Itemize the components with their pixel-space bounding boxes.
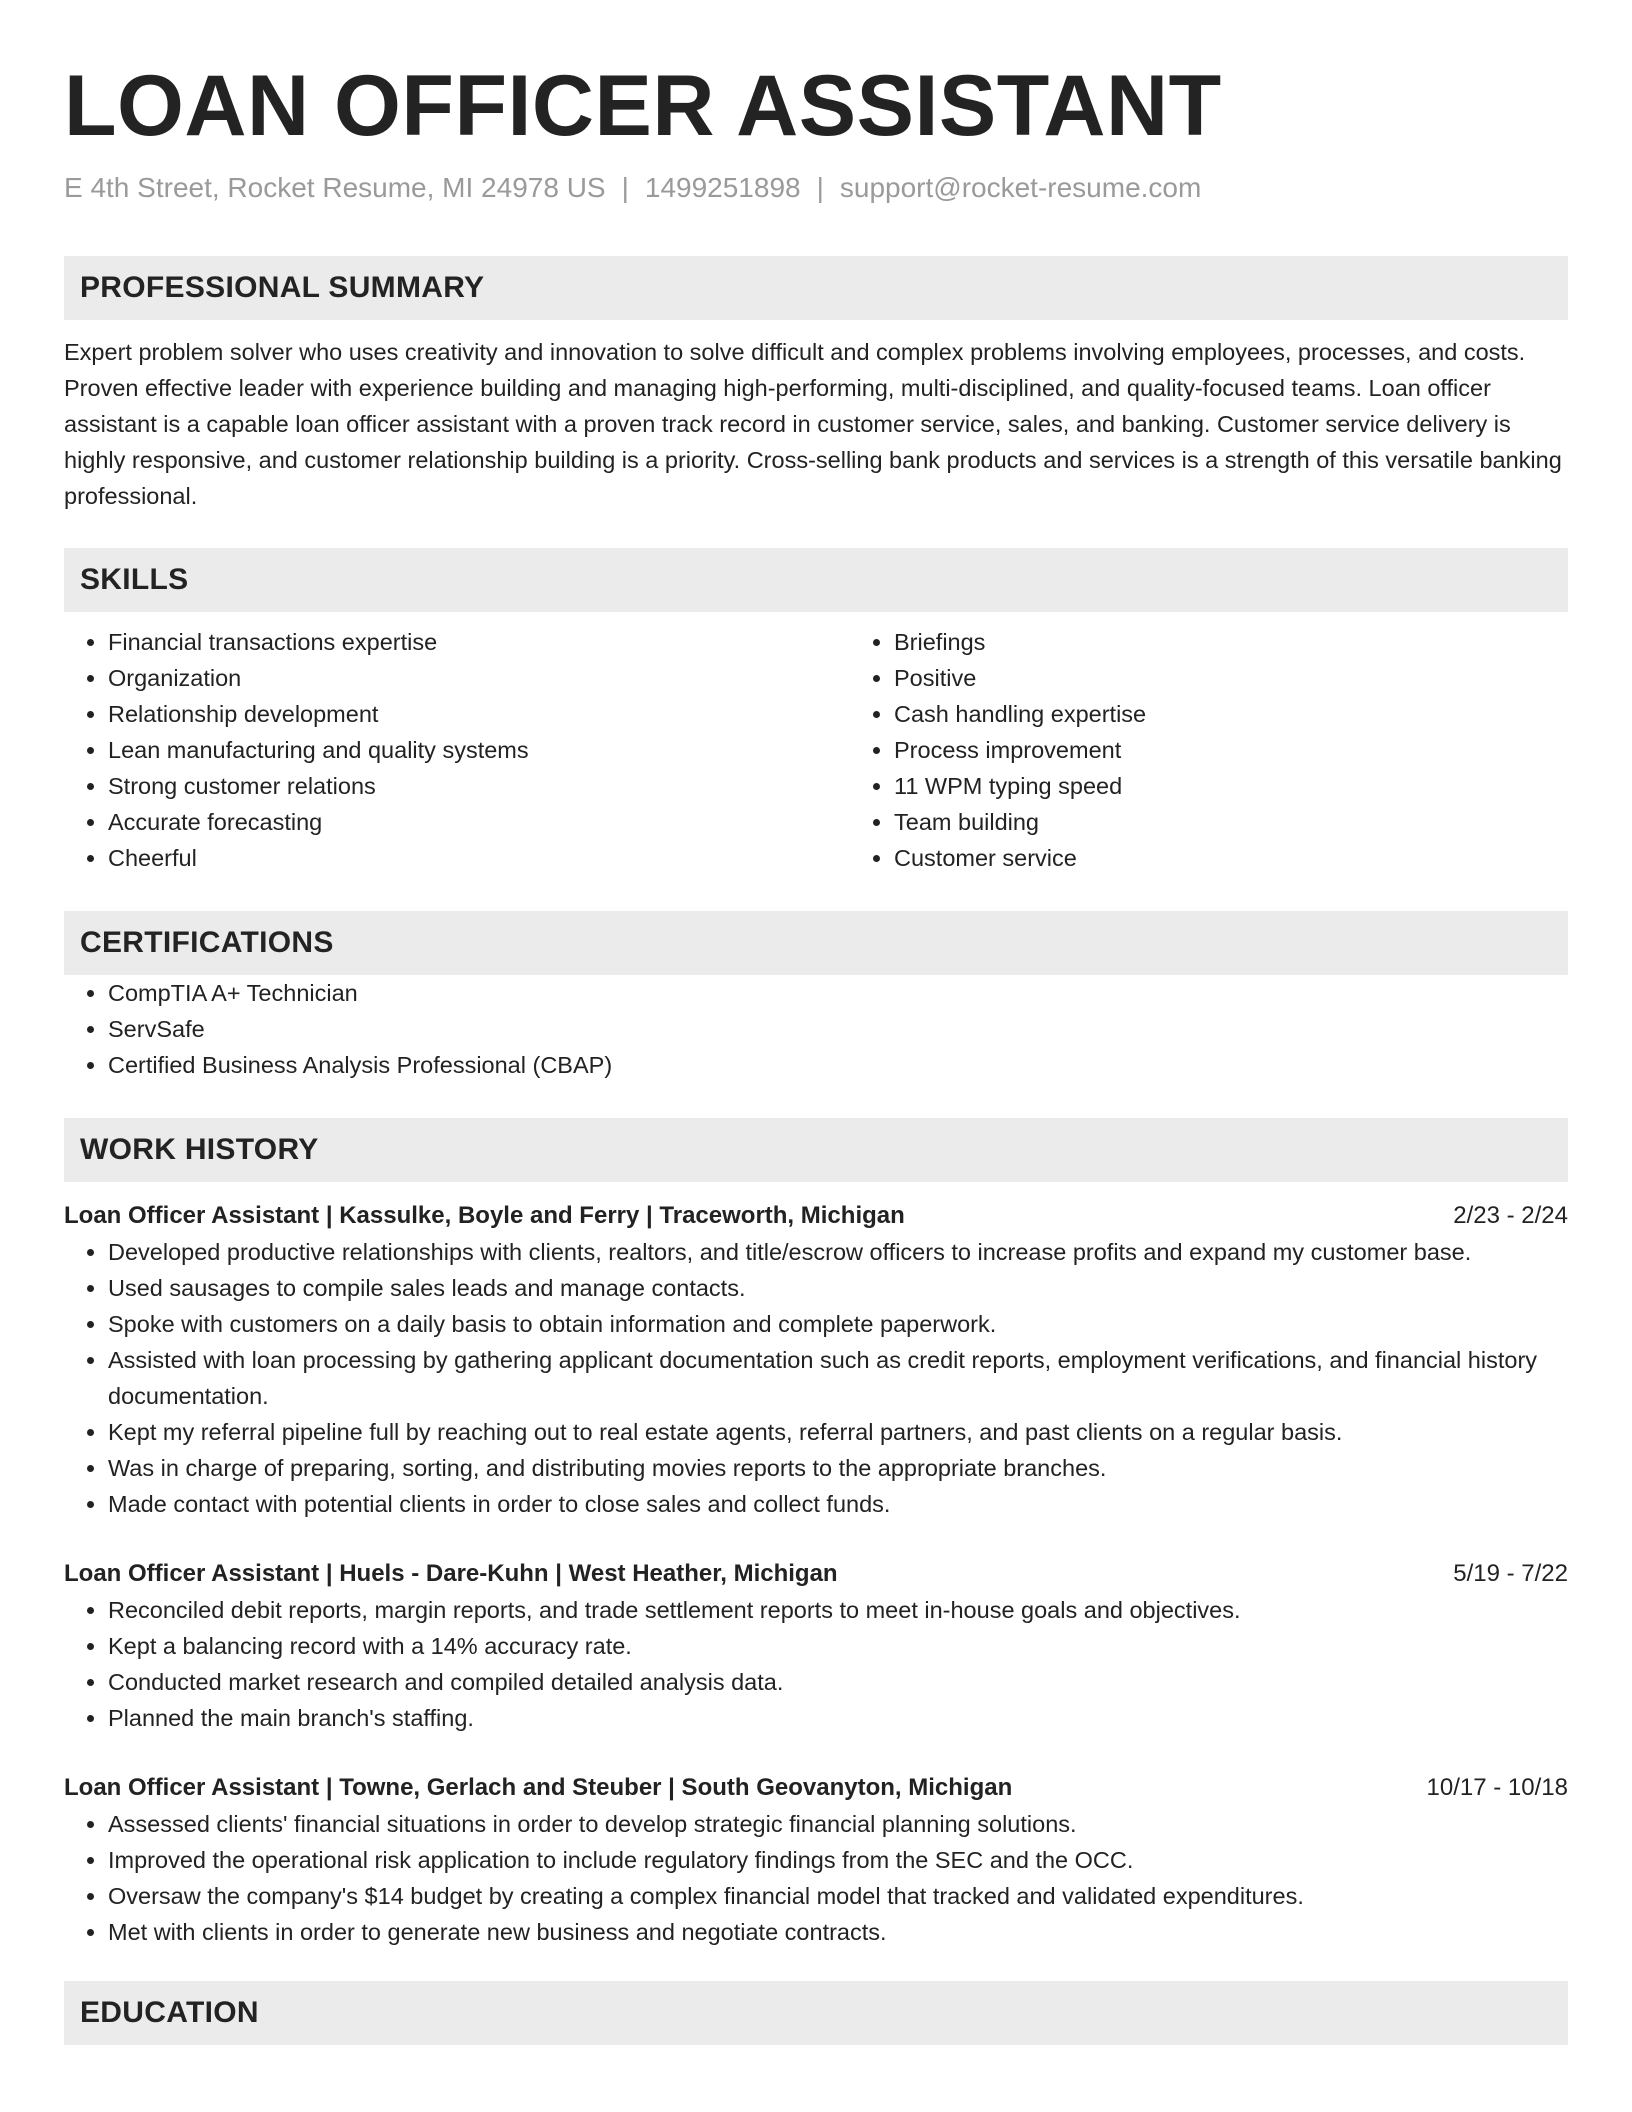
job-bullets [64,1234,1568,1522]
job-bullet: • Oversaw the company's $14 budget by creating a complex financial model that tracked and validated expenditures. [108,1878,1568,1914]
certifications-list [64,975,1568,1083]
job-bullet: • Spoke with customers on a daily basis to obtain information and complete paperwork. [108,1306,1568,1342]
job-bullet: • Was in charge of preparing, sorting, and distributing movies reports to the appropriate branches. [108,1450,1568,1486]
job-bullet: • Used sausages to compile sales leads and manage contacts. [108,1270,1568,1306]
job-title: Loan Officer Assistant | Towne, Gerlach and Steuber | South Geovanyton, Michigan [64,1774,1013,1801]
job-dates: 2/23 - 2/24 [1453,1202,1568,1229]
contact-line [64,170,1568,206]
job-bullets [64,1592,1568,1736]
job-title: Loan Officer Assistant | Kassulke, Boyle and Ferry | Traceworth, Michigan [64,1202,905,1229]
job-dates: 10/17 - 10/18 [1426,1774,1568,1801]
job-dates: 5/19 - 7/22 [1453,1560,1568,1587]
job-bullet: • Conducted market research and compiled detailed analysis data. [108,1664,1568,1700]
skills-column-left [64,624,850,876]
certification-item: • ServSafe [108,1011,1568,1047]
contact-address: E 4th Street, Rocket Resume, MI 24978 US [64,172,606,203]
section-header-work-history: WORK HISTORY [64,1118,1568,1182]
job-bullet: • Assessed clients' financial situations in order to develop strategic financial planning solutions. [108,1806,1568,1842]
job-header [64,1770,1568,1806]
job-header [64,1556,1568,1592]
skill-item: • Team building [894,804,1632,840]
skills-grid [64,624,1568,876]
job-entry [64,1770,1568,1950]
skill-item: • 11 WPM typing speed [894,768,1632,804]
skill-item: • Organization [108,660,850,696]
skill-item: • Customer service [894,840,1632,876]
certification-item: • Certified Business Analysis Professional (CBAP) [108,1047,1568,1083]
job-bullets [64,1806,1568,1950]
job-bullet: • Kept my referral pipeline full by reaching out to real estate agents, referral partners, and past clients on a regular basis. [108,1414,1568,1450]
job-entry [64,1556,1568,1736]
summary-paragraph: Expert problem solver who uses creativity and innovation to solve difficult and complex problems involving employees, processes, and costs. Proven effective leader with experience building and managing high-performing, multi-disciplined, and quality-focused teams. Loan officer assistant is a capable loan officer assistant with a proven track record in customer service, sales, and banking. Customer service delivery is highly responsive, and customer relationship building is a priority. Cross-selling bank products and services is a strength of this versatile banking professional. [64,339,1562,509]
skill-item: • Strong customer relations [108,768,850,804]
job-bullet: • Improved the operational risk application to include regulatory findings from the SEC and the OCC. [108,1842,1568,1878]
skills-column-right [850,624,1632,876]
contact-email: support@rocket-resume.com [839,172,1202,203]
skill-item: • Cash handling expertise [894,696,1632,732]
job-bullet: • Kept a balancing record with a 14% accuracy rate. [108,1628,1568,1664]
skill-item: • Lean manufacturing and quality systems [108,732,850,768]
contact-separator: | [621,172,629,203]
skill-item: • Positive [894,660,1632,696]
skill-item: • Process improvement [894,732,1632,768]
job-title: Loan Officer Assistant | Huels - Dare-Kuhn | West Heather, Michigan [64,1560,838,1587]
skill-item: • Briefings [894,624,1632,660]
job-bullet: • Made contact with potential clients in order to close sales and collect funds. [108,1486,1568,1522]
job-bullet: • Planned the main branch's staffing. [108,1700,1568,1736]
job-entry [64,1198,1568,1522]
certification-item: • CompTIA A+ Technician [108,975,1568,1011]
job-bullet: • Reconciled debit reports, margin reports, and trade settlement reports to meet in-house goals and objectives. [108,1592,1568,1628]
section-header-summary: PROFESSIONAL SUMMARY [64,256,1568,320]
skill-item: • Accurate forecasting [108,804,850,840]
section-header-skills: SKILLS [64,548,1568,612]
job-bullet: • Assisted with loan processing by gathering applicant documentation such as credit reports, employment verifications, and financial history documentation. [108,1342,1568,1414]
job-header [64,1198,1568,1234]
skill-item: • Cheerful [108,840,850,876]
section-header-certifications: CERTIFICATIONS [64,911,1568,975]
section-header-education: EDUCATION [64,1981,1568,2045]
skill-item: • Relationship development [108,696,850,732]
skill-item: • Financial transactions expertise [108,624,850,660]
contact-separator: | [816,172,824,203]
job-bullet: • Developed productive relationships with clients, realtors, and title/escrow officers to increase profits and expand my customer base. [108,1234,1568,1270]
applicant-title: LOAN OFFICER ASSISTANT [64,58,1222,154]
job-bullet: • Met with clients in order to generate new business and negotiate contracts. [108,1914,1568,1950]
contact-phone: 1499251898 [644,172,801,203]
